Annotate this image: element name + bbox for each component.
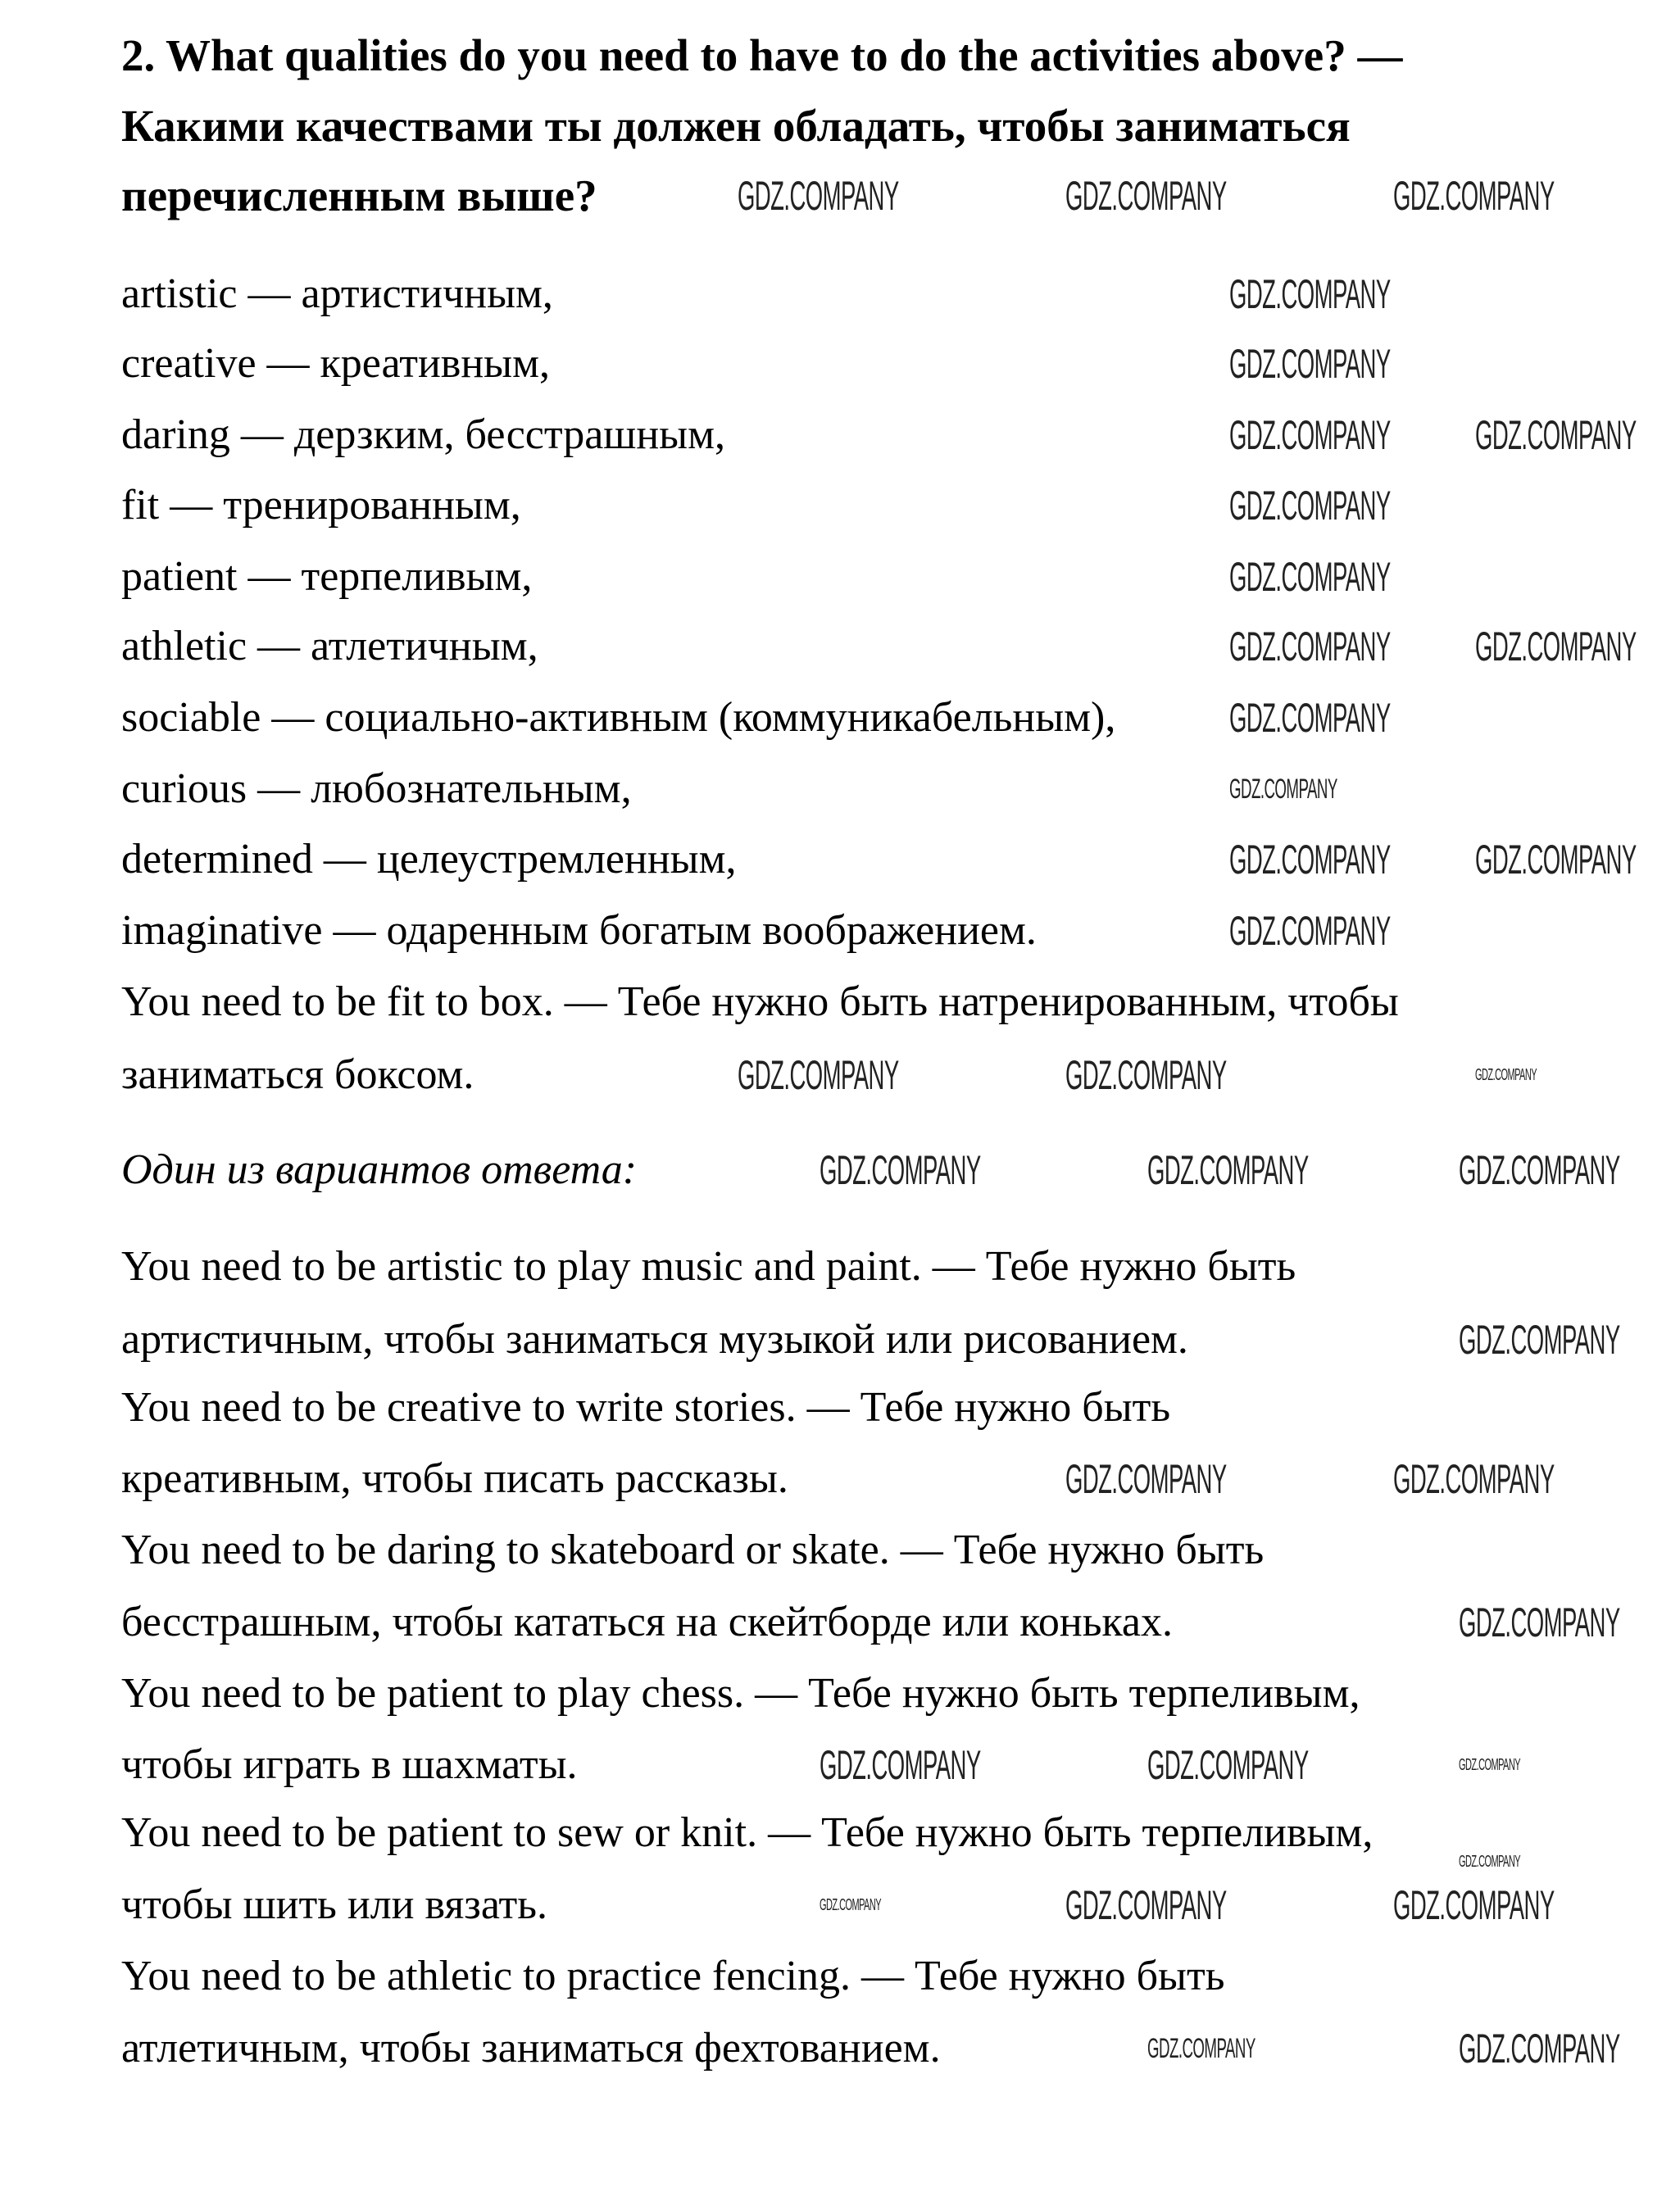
answer-line: атлетичным, чтобы заниматься фехтованием.	[121, 2025, 941, 2072]
watermark: GDZ.COMPANY	[820, 1147, 981, 1193]
answer-line: бесстрашным, чтобы кататься на скейтборде или коньках.	[121, 1599, 1174, 1645]
watermark: GDZ.COMPANY	[738, 1052, 899, 1098]
watermark: GDZ.COMPANY	[1147, 1147, 1309, 1193]
vocab-item: artistic — артистичным,	[121, 270, 553, 317]
watermark: GDZ.COMPANY	[1147, 1742, 1309, 1788]
watermark: GDZ.COMPANY	[1393, 173, 1555, 219]
watermark: GDZ.COMPANY	[1065, 1882, 1227, 1928]
vocab-item: sociable — социально-активным (коммуникабельным),	[121, 694, 1116, 741]
watermark: GDZ.COMPANY	[1065, 1052, 1227, 1098]
vocab-item: imaginative — одаренным богатым воображением.	[121, 907, 1037, 954]
vocab-item: athletic — атлетичным,	[121, 623, 538, 669]
example-line-1: You need to be fit to box. — Тебе нужно быть натренированным, чтобы	[121, 978, 1399, 1025]
vocab-item: determined — целеустремленным,	[121, 836, 737, 883]
watermark: GDZ.COMPANY	[1229, 695, 1391, 741]
watermark: GDZ.COMPANY	[1229, 624, 1391, 669]
watermark: GDZ.COMPANY	[1065, 1456, 1227, 1502]
watermark: GDZ.COMPANY	[1229, 837, 1391, 883]
answer-line: You need to be artistic to play music and paint. — Тебе нужно быть	[121, 1243, 1296, 1290]
watermark: GDZ.COMPANY	[1475, 624, 1637, 669]
answer-line: You need to be daring to skateboard or skate. — Тебе нужно быть	[121, 1527, 1265, 1573]
watermark: GDZ.COMPANY	[1393, 1882, 1555, 1928]
answer-line: You need to be patient to play chess. — Тебе нужно быть терпеливым,	[121, 1670, 1360, 1717]
watermark: GDZ.COMPANY	[1459, 2026, 1620, 2072]
watermark: GDZ.COMPANY	[820, 1742, 981, 1788]
answer-line: You need to be athletic to practice fencing. — Тебе нужно быть	[121, 1953, 1225, 1999]
watermark: GDZ.COMPANY	[820, 1896, 882, 1914]
answer-line: чтобы шить или вязать.	[121, 1881, 547, 1928]
answer-line: чтобы играть в шахматы.	[121, 1741, 578, 1788]
watermark: GDZ.COMPANY	[1393, 1456, 1555, 1502]
watermark: GDZ.COMPANY	[1475, 837, 1637, 883]
watermark: GDZ.COMPANY	[1459, 1147, 1620, 1193]
watermark: GDZ.COMPANY	[1459, 1853, 1521, 1871]
heading-line-3: перечисленным выше?	[121, 170, 597, 220]
answer-line: креативным, чтобы писать рассказы.	[121, 1455, 788, 1502]
watermark: GDZ.COMPANY	[1229, 341, 1391, 387]
example-line-2: заниматься боксом.	[121, 1051, 474, 1098]
watermark: GDZ.COMPANY	[738, 173, 899, 219]
vocab-item: fit — тренированным,	[121, 482, 521, 529]
watermark: GDZ.COMPANY	[1229, 774, 1337, 805]
answer-line: артистичным, чтобы заниматься музыкой или рисованием.	[121, 1316, 1188, 1363]
watermark: GDZ.COMPANY	[1229, 908, 1391, 954]
watermark: GDZ.COMPANY	[1229, 554, 1391, 600]
vocab-item: daring — дерзким, бесстрашным,	[121, 411, 726, 458]
vocab-item: curious — любознательным,	[121, 765, 632, 812]
watermark: GDZ.COMPANY	[1229, 271, 1391, 317]
vocab-item: creative — креативным,	[121, 340, 551, 387]
watermark: GDZ.COMPANY	[1475, 1066, 1537, 1084]
answer-label: Один из вариантов ответа:	[121, 1146, 638, 1193]
watermark: GDZ.COMPANY	[1459, 1317, 1620, 1363]
watermark: GDZ.COMPANY	[1459, 1756, 1521, 1774]
answer-line: You need to be patient to sew or knit. — Тебе нужно быть терпеливым,	[121, 1809, 1374, 1856]
heading-line-2: Какими качествами ты должен обладать, чтобы заниматься	[121, 101, 1351, 151]
watermark: GDZ.COMPANY	[1229, 412, 1391, 458]
watermark: GDZ.COMPANY	[1459, 1600, 1620, 1645]
watermark: GDZ.COMPANY	[1475, 412, 1637, 458]
watermark: GDZ.COMPANY	[1147, 2033, 1255, 2064]
vocab-item: patient — терпеливым,	[121, 553, 533, 600]
watermark: GDZ.COMPANY	[1065, 173, 1227, 219]
watermark: GDZ.COMPANY	[1229, 483, 1391, 529]
answer-line: You need to be creative to write stories. — Тебе нужно быть	[121, 1384, 1171, 1431]
heading-line-1: 2. What qualities do you need to have to do the activities above? —	[121, 30, 1403, 80]
